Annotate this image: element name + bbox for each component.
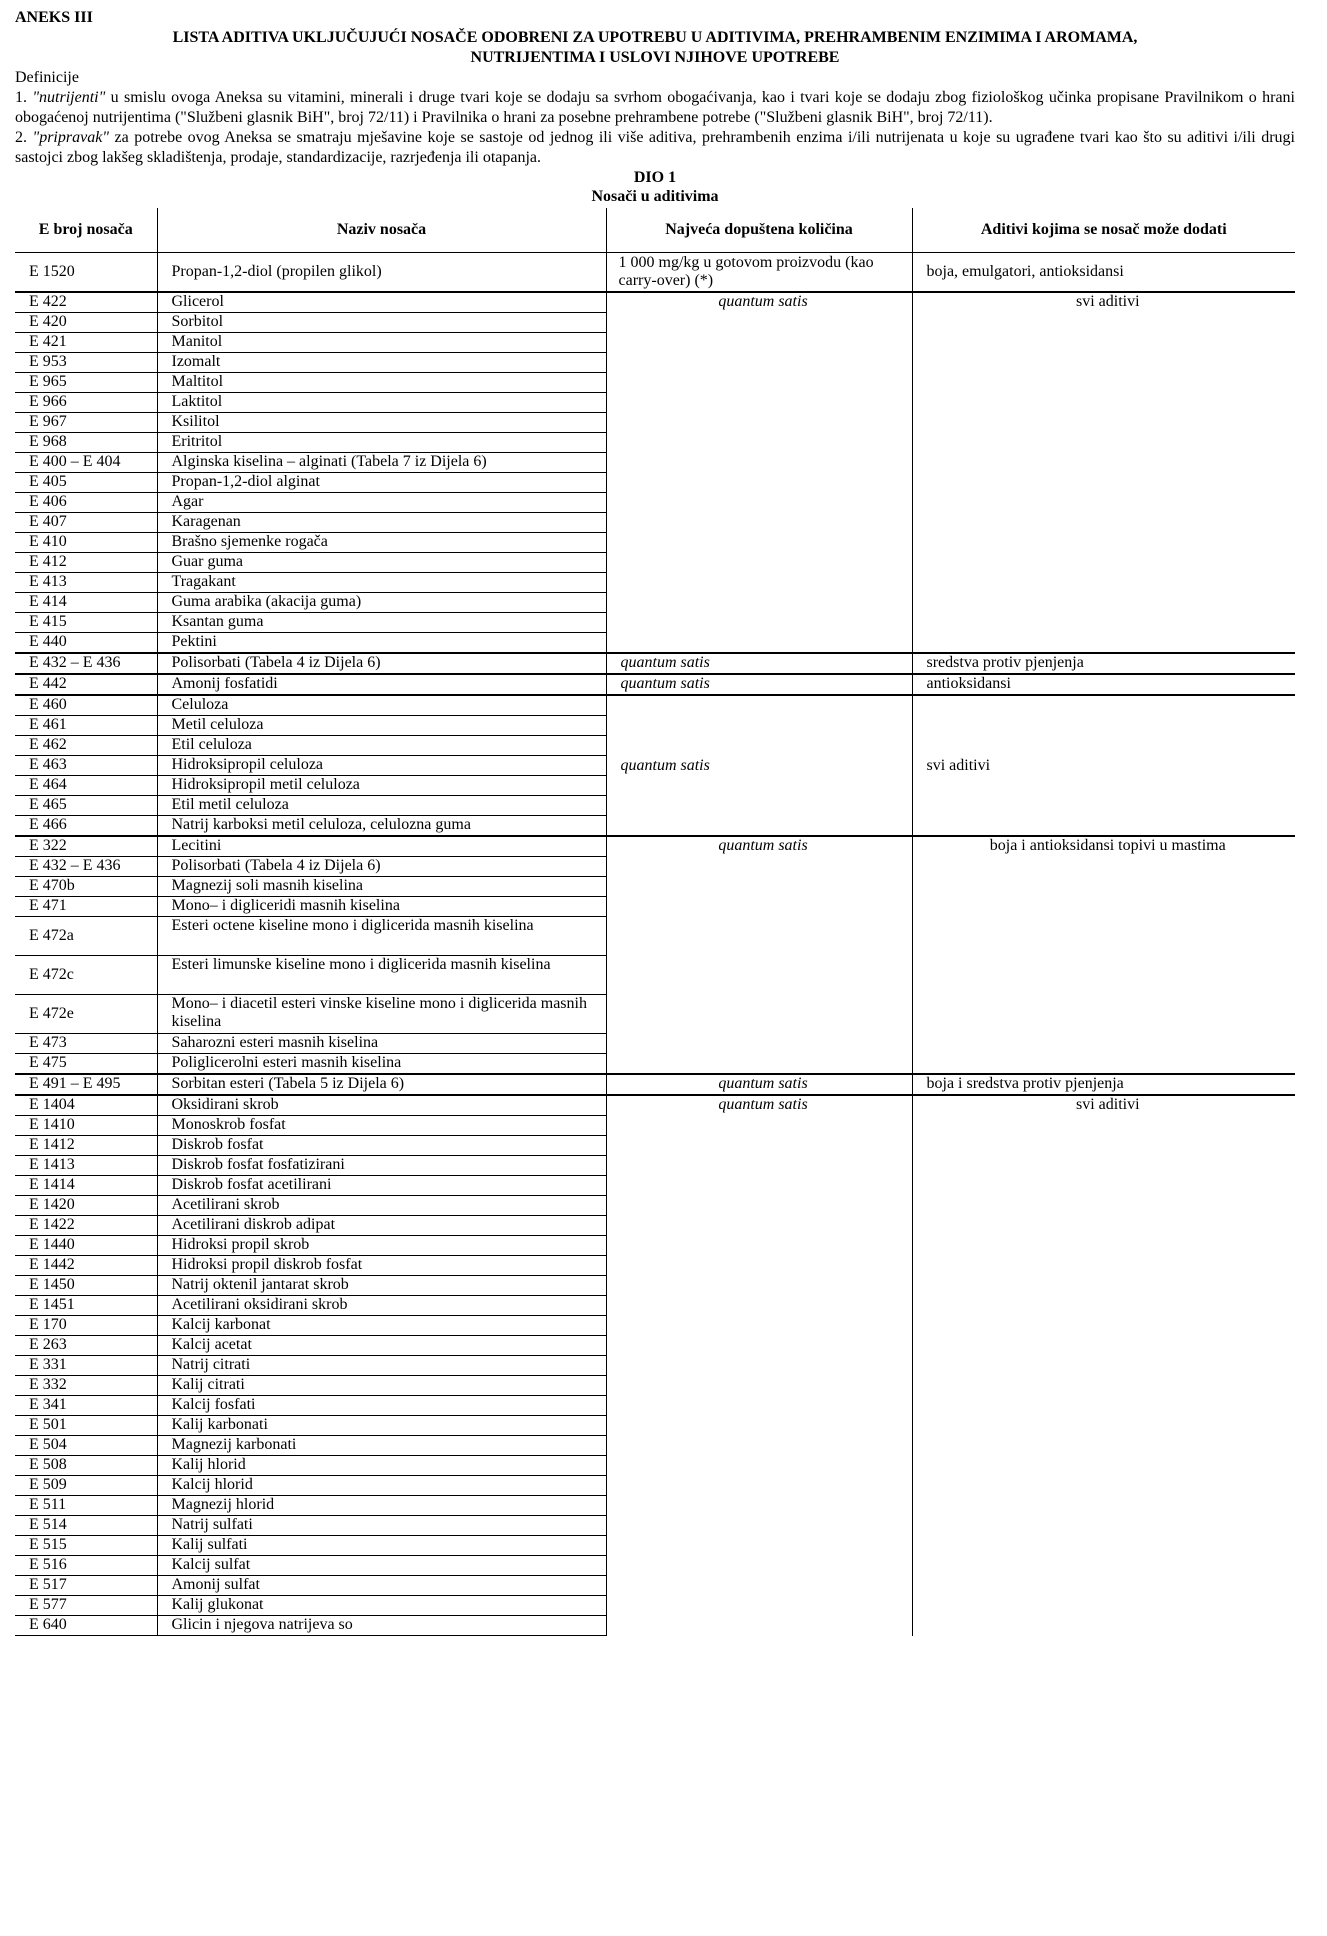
e-number-cell: E 966 — [15, 393, 157, 413]
definition-2 — [15, 128, 1295, 168]
definition-1-number: 1. — [15, 89, 33, 106]
e-number-cell: E 332 — [15, 1376, 157, 1396]
max-quantity-cell: 1 000 mg/kg u gotovom proizvodu (kao carry-over) (*) — [606, 253, 912, 293]
carrier-name-cell: Tragakant — [157, 573, 606, 593]
e-number-cell: E 407 — [15, 513, 157, 533]
definition-1-term: "nutrijenti" — [32, 89, 106, 106]
carrier-name-cell: Karagenan — [157, 513, 606, 533]
carrier-name-cell: Magnezij karbonati — [157, 1436, 606, 1456]
e-number-cell: E 640 — [15, 1616, 157, 1636]
carrier-name-cell: Pektini — [157, 633, 606, 654]
e-number-cell: E 400 – E 404 — [15, 453, 157, 473]
e-number-cell: E 472a — [15, 917, 157, 956]
carrier-name-cell: Diskrob fosfat acetilirani — [157, 1176, 606, 1196]
e-number-cell: E 511 — [15, 1496, 157, 1516]
definition-2-text: za potrebe ovog Aneksa se smatraju mješavine koje se sastoje od jednog ili više aditiva, prehrambenih enzima i/ili nutrijenata u koje su ugrađene tvari kao što su aditivi i/ili drugi sastojci zbog lakšeg skladištenja, prodaje, standardizacije, razrjeđenja ili otapanja. — [15, 129, 1296, 166]
carrier-name-cell: Esteri limunske kiseline mono i diglicerida masnih kiselina — [157, 956, 606, 995]
carrier-name-cell: Amonij fosfatidi — [157, 674, 606, 695]
e-number-cell: E 968 — [15, 433, 157, 453]
carrier-name-cell: Metil celuloza — [157, 716, 606, 736]
additives-cell: boja i sredstva protiv pjenjenja — [912, 1074, 1295, 1095]
e-number-cell: E 491 – E 495 — [15, 1074, 157, 1095]
carrier-name-cell: Sorbitan esteri (Tabela 5 iz Dijela 6) — [157, 1074, 606, 1095]
e-number-cell: E 515 — [15, 1536, 157, 1556]
additives-cell: sredstva protiv pjenjenja — [912, 653, 1295, 674]
e-number-cell: E 406 — [15, 493, 157, 513]
e-number-cell: E 413 — [15, 573, 157, 593]
carrier-name-cell: Kalcij hlorid — [157, 1476, 606, 1496]
carrier-name-cell: Magnezij soli masnih kiselina — [157, 877, 606, 897]
e-number-cell: E 414 — [15, 593, 157, 613]
carrier-name-cell: Guma arabika (akacija guma) — [157, 593, 606, 613]
header-e-number: E broj nosača — [15, 208, 157, 253]
e-number-cell: E 412 — [15, 553, 157, 573]
table-row — [15, 1095, 1295, 1116]
additives-cell: svi aditivi — [912, 695, 1295, 836]
e-number-cell: E 1412 — [15, 1136, 157, 1156]
e-number-cell: E 475 — [15, 1054, 157, 1075]
carrier-name-cell: Natrij citrati — [157, 1356, 606, 1376]
definition-2-number: 2. — [15, 129, 33, 146]
header-carrier-name: Naziv nosača — [157, 208, 606, 253]
e-number-cell: E 421 — [15, 333, 157, 353]
e-number-cell: E 432 – E 436 — [15, 857, 157, 877]
carrier-name-cell: Hidroksipropil celuloza — [157, 756, 606, 776]
e-number-cell: E 341 — [15, 1396, 157, 1416]
table-row — [15, 836, 1295, 857]
e-number-cell: E 1413 — [15, 1156, 157, 1176]
definition-1-text: u smislu ovoga Aneksa su vitamini, minerali i druge tvari koje se dodaju sa svrhom obogaćivanja, kao i tvari koje se dodaju zbog fiziološkog učinka propisane Pravilnikom o hrani obogaćenoj nutrijentima ("Službeni glasnik BiH", broj 72/11) i Pravilnika o hrani za posebne prehrambene potrebe ("Službeni glasnik BiH", broj 72/11). — [15, 89, 1295, 126]
max-quantity-cell: quantum satis — [606, 695, 912, 836]
carrier-name-cell: Eritritol — [157, 433, 606, 453]
carrier-name-cell: Propan-1,2-diol alginat — [157, 473, 606, 493]
part-label: DIO 1 — [633, 169, 677, 186]
max-quantity-cell: quantum satis — [606, 292, 912, 653]
carrier-name-cell: Hidroksi propil skrob — [157, 1236, 606, 1256]
carrier-name-cell: Lecitini — [157, 836, 606, 857]
e-number-cell: E 967 — [15, 413, 157, 433]
carrier-name-cell: Monoskrob fosfat — [157, 1116, 606, 1136]
e-number-cell: E 508 — [15, 1456, 157, 1476]
carrier-name-cell: Poliglicerolni esteri masnih kiselina — [157, 1054, 606, 1075]
e-number-cell: E 420 — [15, 313, 157, 333]
carrier-name-cell: Kalcij karbonat — [157, 1316, 606, 1336]
header-additives: Aditivi kojima se nosač može dodati — [912, 208, 1295, 253]
carrier-name-cell: Brašno sjemenke rogača — [157, 533, 606, 553]
e-number-cell: E 473 — [15, 1034, 157, 1054]
carrier-name-cell: Hidroksi propil diskrob fosfat — [157, 1256, 606, 1276]
additives-cell: svi aditivi — [912, 292, 1295, 653]
definition-2-term: "pripravak" — [32, 129, 110, 146]
carrier-name-cell: Polisorbati (Tabela 4 iz Dijela 6) — [157, 653, 606, 674]
carrier-name-cell: Izomalt — [157, 353, 606, 373]
e-number-cell: E 470b — [15, 877, 157, 897]
carrier-name-cell: Ksantan guma — [157, 613, 606, 633]
carrier-name-cell: Natrij oktenil jantarat skrob — [157, 1276, 606, 1296]
carrier-name-cell: Celuloza — [157, 695, 606, 716]
additives-cell: antioksidansi — [912, 674, 1295, 695]
e-number-cell: E 509 — [15, 1476, 157, 1496]
e-number-cell: E 1442 — [15, 1256, 157, 1276]
carrier-name-cell: Kalcij sulfat — [157, 1556, 606, 1576]
e-number-cell: E 440 — [15, 633, 157, 654]
carrier-name-cell: Natrij sulfati — [157, 1516, 606, 1536]
e-number-cell: E 504 — [15, 1436, 157, 1456]
e-number-cell: E 466 — [15, 816, 157, 837]
carrier-name-cell: Propan-1,2-diol (propilen glikol) — [157, 253, 606, 293]
table-header-row — [15, 208, 1295, 253]
max-quantity-cell: quantum satis — [606, 836, 912, 1074]
table-row — [15, 1074, 1295, 1095]
max-quantity-cell: quantum satis — [606, 1095, 912, 1636]
e-number-cell: E 516 — [15, 1556, 157, 1576]
carrier-name-cell: Diskrob fosfat fosfatizirani — [157, 1156, 606, 1176]
carrier-name-cell: Oksidirani skrob — [157, 1095, 606, 1116]
e-number-cell: E 1451 — [15, 1296, 157, 1316]
carrier-name-cell: Manitol — [157, 333, 606, 353]
e-number-cell: E 501 — [15, 1416, 157, 1436]
e-number-cell: E 517 — [15, 1576, 157, 1596]
carrier-name-cell: Kalcij acetat — [157, 1336, 606, 1356]
table-row — [15, 653, 1295, 674]
additives-cell: boja i antioksidansi topivi u mastima — [912, 836, 1295, 1074]
carrier-name-cell: Magnezij hlorid — [157, 1496, 606, 1516]
document-title-line-2: NUTRIJENTIMA I USLOVI NJIHOVE UPOTREBE — [470, 49, 840, 66]
e-number-cell: E 442 — [15, 674, 157, 695]
carrier-name-cell: Amonij sulfat — [157, 1576, 606, 1596]
carrier-name-cell: Mono– i digliceridi masnih kiselina — [157, 897, 606, 917]
e-number-cell: E 463 — [15, 756, 157, 776]
e-number-cell: E 322 — [15, 836, 157, 857]
e-number-cell: E 1420 — [15, 1196, 157, 1216]
e-number-cell: E 1440 — [15, 1236, 157, 1256]
e-number-cell: E 331 — [15, 1356, 157, 1376]
carrier-name-cell: Kalij glukonat — [157, 1596, 606, 1616]
e-number-cell: E 953 — [15, 353, 157, 373]
carrier-name-cell: Glicerol — [157, 292, 606, 313]
carrier-name-cell: Guar guma — [157, 553, 606, 573]
e-number-cell: E 170 — [15, 1316, 157, 1336]
max-quantity-cell: quantum satis — [606, 653, 912, 674]
document-page — [15, 8, 1295, 1636]
additives-cell: boja, emulgatori, antioksidansi — [912, 253, 1295, 293]
carrier-name-cell: Hidroksipropil metil celuloza — [157, 776, 606, 796]
document-title-line-1: LISTA ADITIVA UKLJUČUJUĆI NOSAČE ODOBRENI ZA UPOTREBU U ADITIVIMA, PREHRAMBENIM ENZIMIMA I AROMAMA, — [172, 29, 1138, 46]
e-number-cell: E 415 — [15, 613, 157, 633]
e-number-cell: E 965 — [15, 373, 157, 393]
header-max-quantity: Najveća dopuštena količina — [606, 208, 912, 253]
carrier-name-cell: Acetilirani oksidirani skrob — [157, 1296, 606, 1316]
definition-1 — [15, 88, 1295, 128]
e-number-cell: E 461 — [15, 716, 157, 736]
e-number-cell: E 263 — [15, 1336, 157, 1356]
e-number-cell: E 1410 — [15, 1116, 157, 1136]
annex-heading: ANEKS III — [15, 9, 93, 26]
table-row — [15, 695, 1295, 716]
e-number-cell: E 1450 — [15, 1276, 157, 1296]
e-number-cell: E 472c — [15, 956, 157, 995]
carrier-name-cell: Sorbitol — [157, 313, 606, 333]
carrier-name-cell: Natrij karboksi metil celuloza, celulozna guma — [157, 816, 606, 837]
e-number-cell: E 460 — [15, 695, 157, 716]
carrier-name-cell: Diskrob fosfat — [157, 1136, 606, 1156]
part-title: Nosači u aditivima — [591, 188, 719, 205]
carrier-name-cell: Kalij citrati — [157, 1376, 606, 1396]
carrier-name-cell: Saharozni esteri masnih kiselina — [157, 1034, 606, 1054]
table-row — [15, 292, 1295, 313]
carrier-name-cell: Etil metil celuloza — [157, 796, 606, 816]
carrier-name-cell: Kalij sulfati — [157, 1536, 606, 1556]
max-quantity-cell: quantum satis — [606, 1074, 912, 1095]
e-number-cell: E 465 — [15, 796, 157, 816]
additives-cell: svi aditivi — [1075, 1096, 1140, 1113]
e-number-cell: E 1404 — [15, 1095, 157, 1116]
e-number-cell: E 577 — [15, 1596, 157, 1616]
table-body — [15, 253, 1295, 1636]
carrier-name-cell: Alginska kiselina – alginati (Tabela 7 iz Dijela 6) — [157, 453, 606, 473]
carrier-name-cell: Etil celuloza — [157, 736, 606, 756]
carrier-name-cell: Kalij hlorid — [157, 1456, 606, 1476]
carrier-name-cell: Acetilirani skrob — [157, 1196, 606, 1216]
e-number-cell: E 405 — [15, 473, 157, 493]
carrier-name-cell: Acetilirani diskrob adipat — [157, 1216, 606, 1236]
carriers-table — [15, 208, 1295, 1636]
e-number-cell: E 472e — [15, 995, 157, 1034]
e-number-cell: E 432 – E 436 — [15, 653, 157, 674]
e-number-cell: E 1520 — [15, 253, 157, 293]
carrier-name-cell: Laktitol — [157, 393, 606, 413]
max-quantity-cell: quantum satis — [606, 674, 912, 695]
definitions-label: Definicije — [15, 69, 79, 86]
e-number-cell: E 410 — [15, 533, 157, 553]
e-number-cell: E 462 — [15, 736, 157, 756]
carrier-name-cell: Mono– i diacetil esteri vinske kiseline mono i diglicerida masnih kiselina — [157, 995, 606, 1034]
carrier-name-cell: Esteri octene kiseline mono i diglicerida masnih kiselina — [157, 917, 606, 956]
e-number-cell: E 464 — [15, 776, 157, 796]
e-number-cell: E 471 — [15, 897, 157, 917]
table-row — [15, 674, 1295, 695]
table-row — [15, 253, 1295, 293]
e-number-cell: E 1414 — [15, 1176, 157, 1196]
carrier-name-cell: Glicin i njegova natrijeva so — [157, 1616, 606, 1636]
e-number-cell: E 1422 — [15, 1216, 157, 1236]
e-number-cell: E 514 — [15, 1516, 157, 1536]
carrier-name-cell: Agar — [157, 493, 606, 513]
e-number-cell: E 422 — [15, 292, 157, 313]
carrier-name-cell: Kalcij fosfati — [157, 1396, 606, 1416]
carrier-name-cell: Polisorbati (Tabela 4 iz Dijela 6) — [157, 857, 606, 877]
carrier-name-cell: Maltitol — [157, 373, 606, 393]
carrier-name-cell: Ksilitol — [157, 413, 606, 433]
carrier-name-cell: Kalij karbonati — [157, 1416, 606, 1436]
